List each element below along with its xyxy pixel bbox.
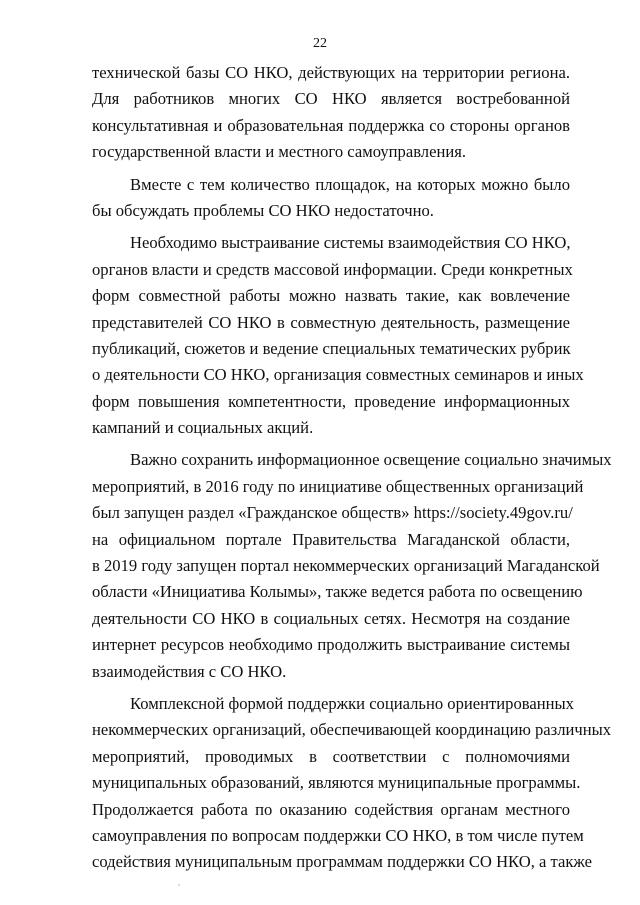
text-line: был запущен раздел «Гражданское обществ» https://society.49gov.ru/ [92, 503, 573, 523]
text-line: консультативная и образовательная поддержка со стороны органов [92, 115, 570, 135]
page-number: 22 [313, 36, 327, 51]
text-line: взаимодействия с СО НКО. [92, 661, 287, 681]
paragraph [92, 60, 570, 166]
text-line: представителей СО НКО в совместную деятельность, размещение [92, 312, 570, 332]
text-line: о деятельности СО НКО, организация совместных семинаров и иных [92, 365, 584, 385]
text-line: Вместе с тем количество площадок, на которых можно было [130, 174, 570, 194]
text-line: некоммерческих организаций, обеспечивающей координацию различных [92, 720, 612, 740]
text-line: мероприятий, проводимых в соответствии с полномочиями [92, 746, 570, 766]
text-line: технической базы СО НКО, действующих на территории региона. [92, 63, 570, 82]
text-line: Необходимо выстраивание системы взаимодействия СО НКО, [130, 233, 571, 253]
text-line: интернет ресурсов необходимо продолжить выстраивание системы [92, 635, 570, 655]
text-line: форм повышения компетентности, проведение информационных [92, 391, 570, 411]
text-line: Для работников многих СО НКО является востребованной [92, 89, 570, 109]
text-line: в 2019 году запущен портал некоммерческих организаций Магаданской [92, 556, 600, 576]
text-line: мероприятий, в 2016 году по инициативе общественных организаций [92, 476, 584, 496]
scan-artifact [178, 884, 180, 886]
text-line: форм совместной работы можно назвать такие, как вовлечение [92, 286, 570, 306]
text-line: бы обсуждать проблемы СО НКО недостаточно. [92, 200, 434, 220]
text-line: муниципальных образований, являются муниципальные программы. [92, 773, 581, 793]
text-line: самоуправления по вопросам поддержки СО НКО, в том числе путем [92, 825, 584, 845]
paragraph [92, 691, 612, 876]
paragraph [92, 172, 570, 225]
paragraph [92, 447, 612, 685]
text-line: кампаний и социальных акций. [92, 418, 314, 438]
text-line: на официальном портале Правительства Магаданской области, [92, 529, 570, 549]
document-body [92, 60, 612, 876]
text-line: органов власти и средств массовой информации. Среди конкретных [92, 259, 573, 279]
text-line: области «Инициатива Колымы», также ведется работа по освещению [92, 582, 583, 602]
text-line: Продолжается работа по оказанию содействия органам местного [92, 799, 570, 819]
text-line: государственной власти и местного самоуправления. [92, 142, 466, 162]
text-line: деятельности СО НКО в социальных сетях. Несмотря на создание [92, 608, 570, 628]
text-line: публикаций, сюжетов и ведение специальных тематических рубрик [92, 338, 571, 358]
text-line: содействия муниципальным программам поддержки СО НКО, а также [92, 852, 592, 872]
text-line: Важно сохранить информационное освещение социально значимых [130, 450, 612, 470]
paragraph [92, 230, 584, 441]
text-line: Комплексной формой поддержки социально ориентированных [130, 693, 574, 713]
